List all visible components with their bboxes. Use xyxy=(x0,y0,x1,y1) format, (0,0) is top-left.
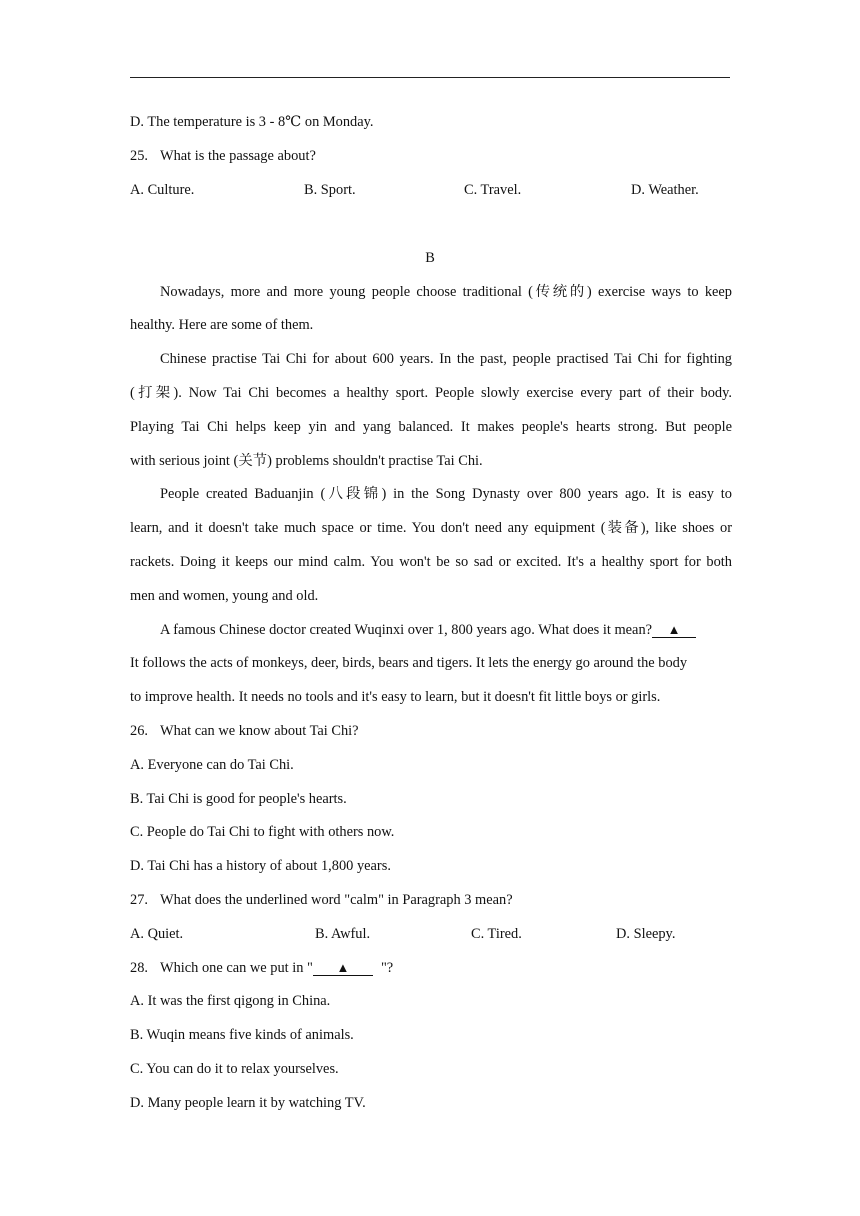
passage-p3-line2: learn, and it doesn't take much space or time. You don't need any equipment (装备), like shoes or xyxy=(130,520,732,536)
passage-p3-line4: men and women, young and old. xyxy=(130,588,319,604)
q27-number: 27. xyxy=(130,892,148,908)
q28-option-a: A. It was the first qigong in China. xyxy=(130,993,331,1009)
passage-p4-line1 xyxy=(160,621,696,639)
passage-p1-line2: healthy. Here are some of them. xyxy=(130,317,314,333)
passage-p4-text: A famous Chinese doctor created Wuqinxi over 1, 800 years ago. What does it mean? xyxy=(160,622,653,638)
header-rule xyxy=(130,77,730,78)
q26-number: 26. xyxy=(130,723,148,739)
q28-question xyxy=(130,959,393,977)
q27-option-c: C. Tired. xyxy=(471,926,522,942)
q27-option-a: A. Quiet. xyxy=(130,926,184,942)
q28-text-after: "? xyxy=(380,960,394,976)
q25-number: 25. xyxy=(130,148,148,164)
q27-option-b: B. Awful. xyxy=(315,926,371,942)
q24-option-d: D. The temperature is 3 - 8℃ on Monday. xyxy=(130,114,374,130)
q26-option-a: A. Everyone can do Tai Chi. xyxy=(130,757,294,773)
q26-option-c: C. People do Tai Chi to fight with others now. xyxy=(130,824,395,840)
q28-option-d: D. Many people learn it by watching TV. xyxy=(130,1095,366,1111)
q26-option-b: B. Tai Chi is good for people's hearts. xyxy=(130,791,347,807)
q25-option-d: D. Weather. xyxy=(631,182,699,198)
passage-p4-line3: to improve health. It needs no tools and it's easy to learn, but it doesn't fit little boys or girls. xyxy=(130,689,661,705)
q27-text: What does the underlined word "calm" in Paragraph 3 mean? xyxy=(160,892,513,908)
q26-option-d: D. Tai Chi has a history of about 1,800 years. xyxy=(130,858,391,874)
passage-p3-line3: rackets. Doing it keeps our mind calm. You won't be so sad or excited. It's a healthy sport for both xyxy=(130,554,732,570)
q25-option-b: B. Sport. xyxy=(304,182,356,198)
q28-blank: ▲ xyxy=(313,961,373,976)
q28-text-before: Which one can we put in " xyxy=(160,960,313,976)
q26-question xyxy=(130,722,359,740)
q28-number: 28. xyxy=(130,960,148,976)
q26-text: What can we know about Tai Chi? xyxy=(160,723,359,739)
passage-p1-line1: Nowadays, more and more young people choose traditional (传统的) exercise ways to keep xyxy=(160,284,732,300)
q25-text: What is the passage about? xyxy=(160,148,316,164)
q25-option-c: C. Travel. xyxy=(464,182,522,198)
q28-option-b: B. Wuqin means five kinds of animals. xyxy=(130,1027,354,1043)
passage-p3-line1: People created Baduanjin (八段锦) in the Song Dynasty over 800 years ago. It is easy to xyxy=(160,486,732,502)
q27-option-d: D. Sleepy. xyxy=(616,926,676,942)
passage-blank: ▲ xyxy=(652,623,696,638)
q28-option-c: C. You can do it to relax yourselves. xyxy=(130,1061,339,1077)
passage-p2-line1: Chinese practise Tai Chi for about 600 years. In the past, people practised Tai Chi for fighting xyxy=(160,351,732,367)
passage-p4-line2: It follows the acts of monkeys, deer, birds, bears and tigers. It lets the energy go around the body xyxy=(130,655,688,671)
passage-p2-line4: with serious joint (关节) problems shouldn't practise Tai Chi. xyxy=(130,453,483,469)
passage-p2-line2: (打架). Now Tai Chi becomes a healthy sport. People slowly exercise every part of their body. xyxy=(130,385,732,401)
section-label: B xyxy=(425,250,435,266)
q25-option-a: A. Culture. xyxy=(130,182,195,198)
q25-question xyxy=(130,147,316,165)
passage-p2-line3: Playing Tai Chi helps keep yin and yang balanced. It makes people's hearts strong. But people xyxy=(130,419,732,435)
q27-question xyxy=(130,891,513,909)
